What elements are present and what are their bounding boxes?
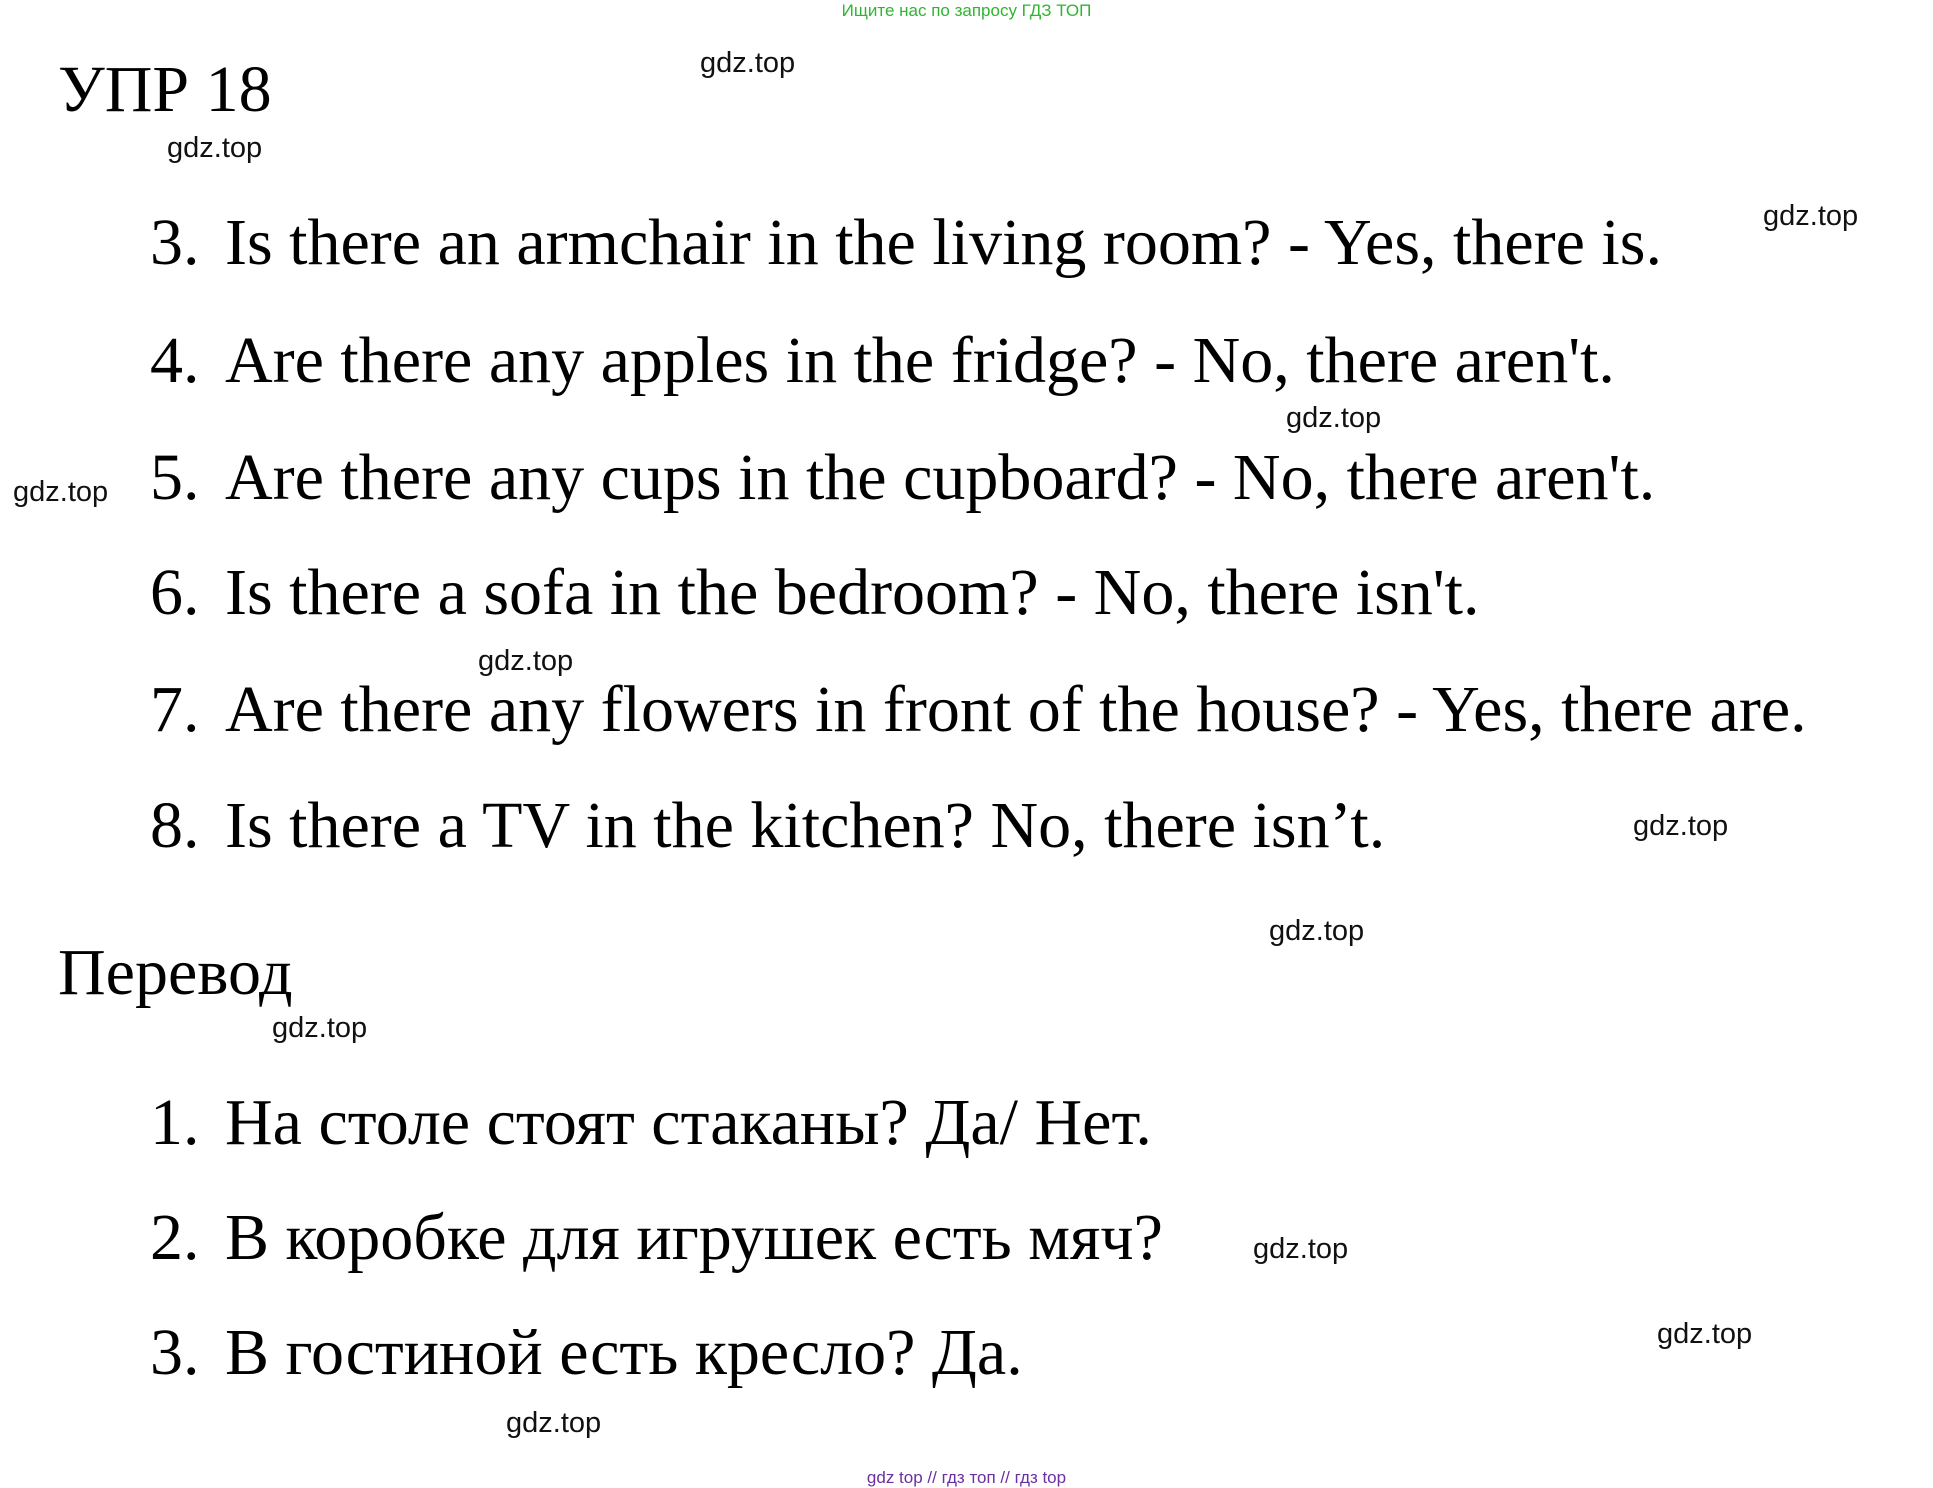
watermark: gdz.top: [1657, 1318, 1753, 1350]
footer-links[interactable]: gdz top // гдз топ // гдз top: [866, 1468, 1067, 1487]
watermark: gdz.top: [506, 1407, 602, 1439]
item-text: Is there a sofa in the bedroom? - No, there isn't.: [225, 556, 1480, 629]
item-text: В коробке для игрушек есть мяч?: [225, 1201, 1163, 1274]
item-number: 8.: [150, 789, 200, 862]
watermark: gdz.top: [1253, 1233, 1349, 1265]
item-text: Are there any cups in the cupboard? - No, there aren't.: [225, 441, 1656, 514]
item-text: Is there an armchair in the living room? - Yes, there is.: [225, 206, 1662, 279]
translation-item: [150, 1085, 1152, 1161]
top-banner[interactable]: Ищите нас по запросу ГДЗ ТОП: [841, 1, 1092, 20]
item-number: 5.: [150, 441, 200, 514]
item-text: Are there any flowers in front of the house? - Yes, there are.: [225, 673, 1807, 746]
item-number: 1.: [150, 1086, 200, 1159]
answer-item: [150, 205, 1662, 281]
item-number: 3.: [150, 206, 200, 279]
item-number: 7.: [150, 673, 200, 746]
answer-item: [150, 323, 1615, 399]
item-text: На столе стоят стаканы? Да/ Нет.: [225, 1086, 1152, 1159]
item-number: 4.: [150, 324, 200, 397]
watermark: gdz.top: [1286, 402, 1382, 434]
exercise-title: УПР 18: [58, 53, 272, 126]
watermark: gdz.top: [1633, 810, 1729, 842]
watermark: gdz.top: [1763, 200, 1859, 232]
item-number: 3.: [150, 1316, 200, 1389]
answer-item: [150, 555, 1479, 631]
translation-item: [150, 1200, 1163, 1276]
answer-item: [150, 788, 1385, 864]
translation-item: [150, 1315, 1023, 1391]
item-number: 6.: [150, 556, 200, 629]
item-text: Is there a TV in the kitchen? No, there isn’t.: [225, 789, 1386, 862]
item-text: Are there any apples in the fridge? - No, there aren't.: [225, 324, 1615, 397]
watermark: gdz.top: [478, 645, 574, 677]
item-text: В гостиной есть кресло? Да.: [225, 1316, 1023, 1389]
watermark: gdz.top: [272, 1012, 368, 1044]
answer-item: [150, 440, 1655, 516]
watermark: gdz.top: [13, 476, 109, 508]
watermark: gdz.top: [1269, 915, 1365, 947]
item-number: 2.: [150, 1201, 200, 1274]
answer-item: [150, 672, 1807, 748]
translation-heading: Перевод: [58, 936, 293, 1009]
watermark: gdz.top: [167, 132, 263, 164]
watermark: gdz.top: [700, 47, 796, 79]
